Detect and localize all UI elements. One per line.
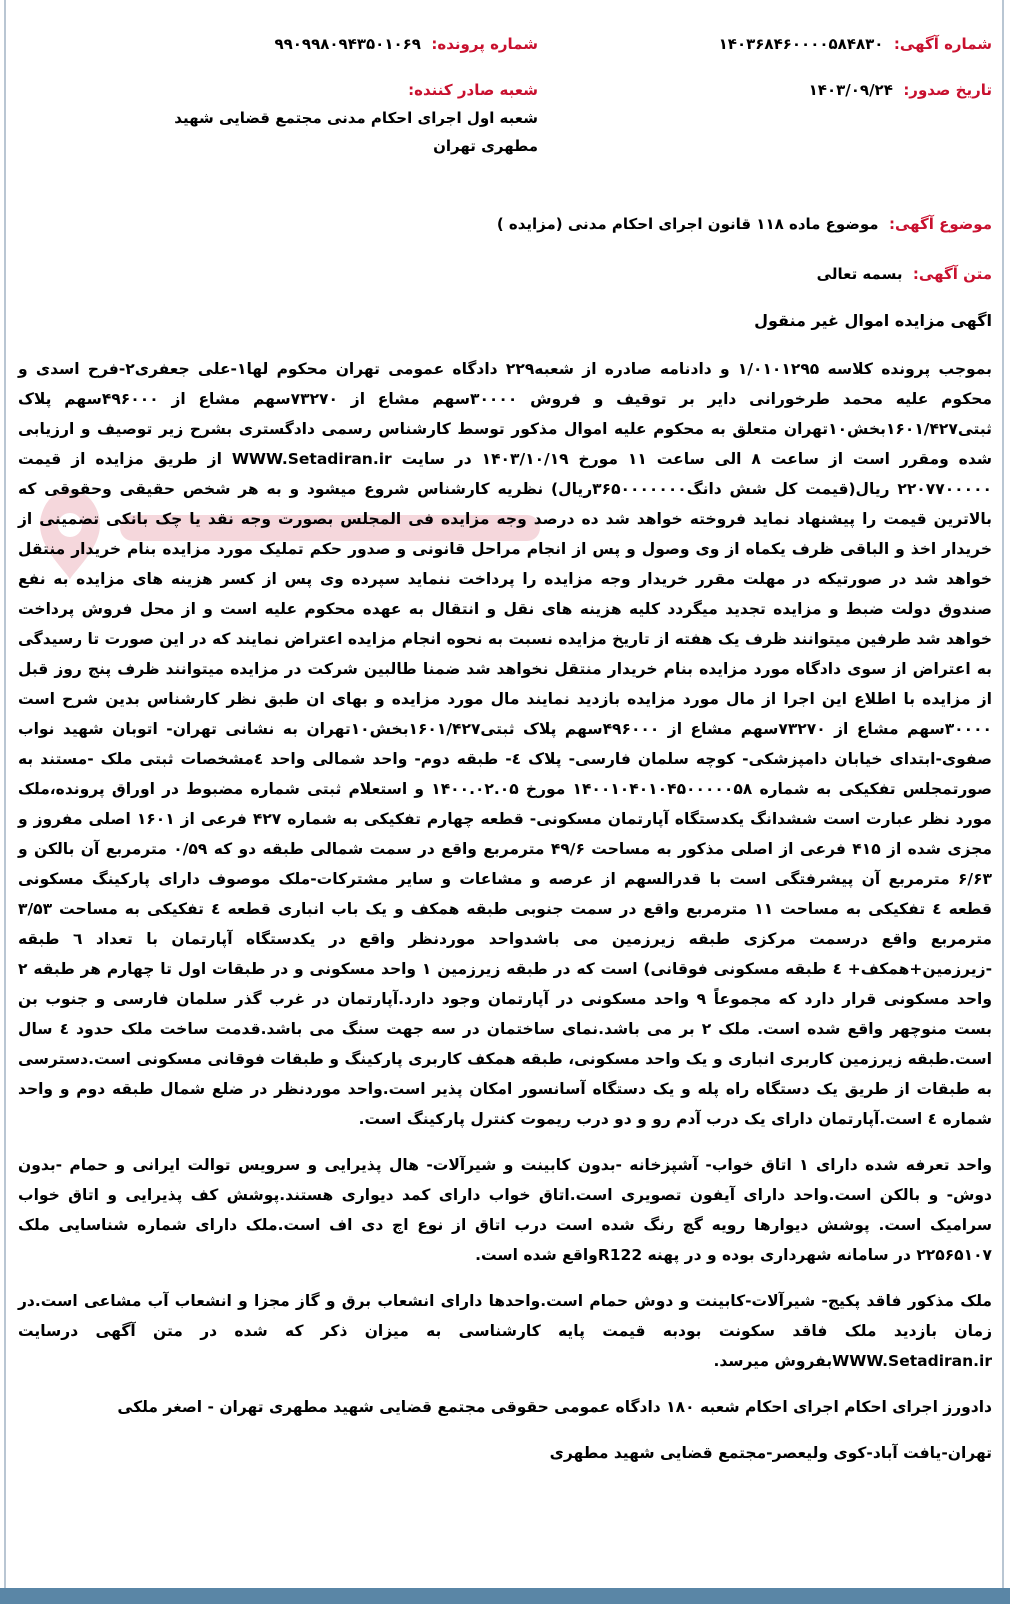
paragraph-1: بموجب پرونده کلاسه ۱/۰۱۰۱۲۹۵ و دادنامه صادره از شعبه۲۲۹ دادگاه عمومی تهران محکوم لها۱-علی جعفری۲-فرح اسدی و محکوم علیه محمد طرخورانی دایر بر توقیف و فروش ۳۰۰۰۰سهم مشاع از ۷۳۲۷۰سهم مشاع از ۴۹۶۰۰۰سهم پلاک ثبتی۱۶۰۱/۴۲۷بخش۱۰تهران متعلق به محکوم علیه اموال مذکور توسط کارشناس رسمی دادگستری بشرح زیر توصیف و ارزیابی شده ومقرر است از ساعت ۸ الی ساعت ۱۱ مورخ ۱۴۰۳/۱۰/۱۹ در سایت WWW.Setadiran.ir از طریق مزایده از قیمت ۲۲۰۷۷۰۰۰۰۰ ریال(قیمت کل شش دانگ۳۶۵۰۰۰۰۰۰۰ریال) نظریه کارشناس شروع میشود و به هر شخص حقیقی وحقوقی که بالاترین قیمت را پیشنهاد نماید فروخته خواهد شد ده درصد وجه مزایده فی المجلس بصورت وجه نقد یا چک بانکی تضمینی از خریدار اخذ و الباقی ظرف یکماه از وی وصول و پس از انجام مراحل قانونی و صدور حکم تملیک مورد مزایده بنام خریدار منتقل خواهد شد در صورتیکه در مهلت مقرر خریدار وجه مزایده را پرداخت ننماید سپرده وی پس از کسر هزینه های مزایده به نفع صندوق دولت ضبط و مزایده تجدید میگردد کلیه هزینه های نقل و انتقال به عهده محکوم علیه است و از محل فروش پرداخت خواهد شد طرفین میتوانند ظرف یک هفته از تاریخ مزایده نسبت به نحوه انجام مزایده اعتراض نمایند که در این صورت تا رسیدگی به اعتراض از سوی دادگاه مورد مزایده بنام خریدار منتقل نخواهد شد ضمنا طالبین شرکت در مزایده میتوانند ظرف پنج روز قبل از مزایده با اطلاع این اجرا از مال مورد مزایده بازدید نمایند مال مورد مزایده و بهای ان طبق نظر کارشناس بدین شرح است ۳۰۰۰۰سهم مشاع از ۷۳۲۷۰سهم مشاع از ۴۹۶۰۰۰سهم پلاک ثبتی۱۶۰۱/۴۲۷بخش۱۰تهران به نشانی تهران- اتوبان شهید نواب صفوی-ابتدای خیابان دامپزشکی- کوچه سلمان فارسی- پلاک ٤- طبقه دوم- واحد شمالی واحد ٤مشخصات ثبتی ملک -مستند به صورتمجلس تفکیکی به شماره ۱۴۰۰۱۰۴۰۱۰۴۵۰۰۰۰۰۵۸ مورخ ۱۴۰۰.۰۲.۰۵ و استعلام ثبتی شماره مضبوط در اوراق پرونده،ملک مورد نظر عبارت است ششدانگ یکدستگاه آپارتمان مسکونی- قطعه چهارم تفکیکی به شماره ۴۲۷ فرعی از ۱۶۰۱ اصلی مفروز و مجزی شده از ۴۱۵ فرعی از اصلی مذکور به مساحت ۴۹/۶ مترمربع واقع در سمت شمالی طبقه دو که ۰/۵۹ مترمربع آن بالکن و ۶/۶۳ مترمربع آن پیشرفتگی است با قدرالسهم از عرصه و مشاعات و سایر مشترکات-ملک موصوف دارای پارکینگ مسکونی قطعه ٤ تفکیکی به مساحت ۱۱ مترمربع واقع در سمت جنوبی طبقه همکف و یک باب انباری قطعه ٤ تفکیکی به مساحت ۳/۵۳ مترمربع واقع درسمت مرکزی طبقه زیرزمین می باشدواحد موردنظر واقع در یکدستگاه آپارتمان با تعداد ٦ طبقه -زیرزمین+همکف+ ٤ طبقه مسکونی فوقانی) است که در طبقه زیرزمین ۱ واحد مسکونی و در طبقات اول تا چهارم هر طبقه ۲ واحد مسکونی قرار دارد که مجموعاً ۹ واحد مسکونی در آپارتمان وجود دارد.آپارتمان در غرب گذر سلمان فارسی و جنوب بن بست منوچهر واقع شده است. ملک ۲ بر می باشد.نمای ساختمان در سه جهت سنگ می باشد.قدمت ساخت ملک حدود ٤ سال است.طبقه زیرزمین کاربری انباری و یک واحد مسکونی، طبقه همکف کاربری پارکینگ و طبقات فوقانی مسکونی است.دسترسی به طبقات از طریق یک دستگاه راه پله و یک دستگاه آسانسور امکان پذیر است.واحد موردنظر در ضلع شمال طبقه دوم و واحد شماره ٤ است.آپارتمان دارای یک درب آدم رو و دو درب ریموت کنترل پارکینگ است. (18, 360, 993, 1128)
address-line: تهران-یافت آباد-کوی ولیعصر-مجتمع قضایی شهید مطهری (549, 1444, 992, 1462)
subject-label: موضوع آگهی: (888, 215, 992, 233)
text-opening: بسمه تعالی (816, 265, 903, 283)
case-number: ۹۹۰۹۹۸۰۹۴۳۵۰۱۰۶۹ (274, 35, 421, 53)
notice-number-field (552, 30, 992, 58)
issue-date: ۱۴۰۳/۰۹/۲۴ (808, 81, 893, 99)
issuer-field (18, 76, 538, 160)
notice-content (18, 30, 992, 1468)
case-number-field (18, 30, 538, 58)
issuer: شعبه اول اجرای احکام مدنی مجتمع قضایی شهید مطهری تهران (174, 109, 538, 155)
paragraph-3: ملک مذکور فاقد پکیج- شیرآلات-کابینت و دوش حمام است.واحدها دارای انشعاب برق و گاز مجزا و انشعاب آب مشاعی است.در زمان بازدید ملک فاقد سکونت بودبه قیمت پایه کارشناسی به میزان ذکر که شده در متن آگهی درسایت WWW.Setadiran.irبفروش میرسد. (18, 1292, 992, 1370)
notice-number: ۱۴۰۳۶۸۴۶۰۰۰۰۵۸۴۸۳۰ (718, 35, 884, 53)
paragraph-2: واحد تعرفه شده دارای ۱ اتاق خواب- آشپزخانه -بدون کابینت و شیرآلات- هال پذیرایی و سرویس توالت ایرانی و حمام -بدون دوش- و بالکن است.واحد دارای آیفون تصویری است.اتاق خواب دارای کمد دیواری هستند.پوشش کف پذیرایی و اتاق خواب سرامیک است. پوشش دیوارها رویه گچ رنگ شده است درب اتاق از نوع اچ دی اف است.ملک دارای شماره شناسایی ملک ۲۲۵۶۵۱۰۷ در سامانه شهرداری بوده و در پهنه R122واقع شده است. (18, 1156, 992, 1264)
subject: موضوع ماده ۱۱۸ قانون اجرای احکام مدنی (مزایده ) (496, 215, 879, 233)
subject-field (18, 210, 992, 238)
issue-date-label: تاریخ صدور: (903, 81, 992, 99)
issuer-label: شعبه صادر کننده: (408, 81, 538, 99)
signature-line: دادورز اجرای احکام اجرای احکام شعبه ۱۸۰ دادگاه عمومی حقوقی مجتمع قضایی شهید مطهری تهران - اصغر ملکی (117, 1398, 992, 1416)
header-row-2 (18, 76, 992, 160)
text-field (18, 260, 992, 288)
notice-heading: اگهی مزایده اموال غیر منقول (754, 311, 992, 330)
text-label: متن آگهی: (912, 265, 992, 283)
case-number-label: شماره پرونده: (431, 35, 538, 53)
issue-date-field (552, 76, 992, 104)
notice-number-label: شماره آگهی: (893, 35, 992, 53)
header-row-1 (18, 30, 992, 58)
bottom-bar (0, 1588, 1010, 1604)
